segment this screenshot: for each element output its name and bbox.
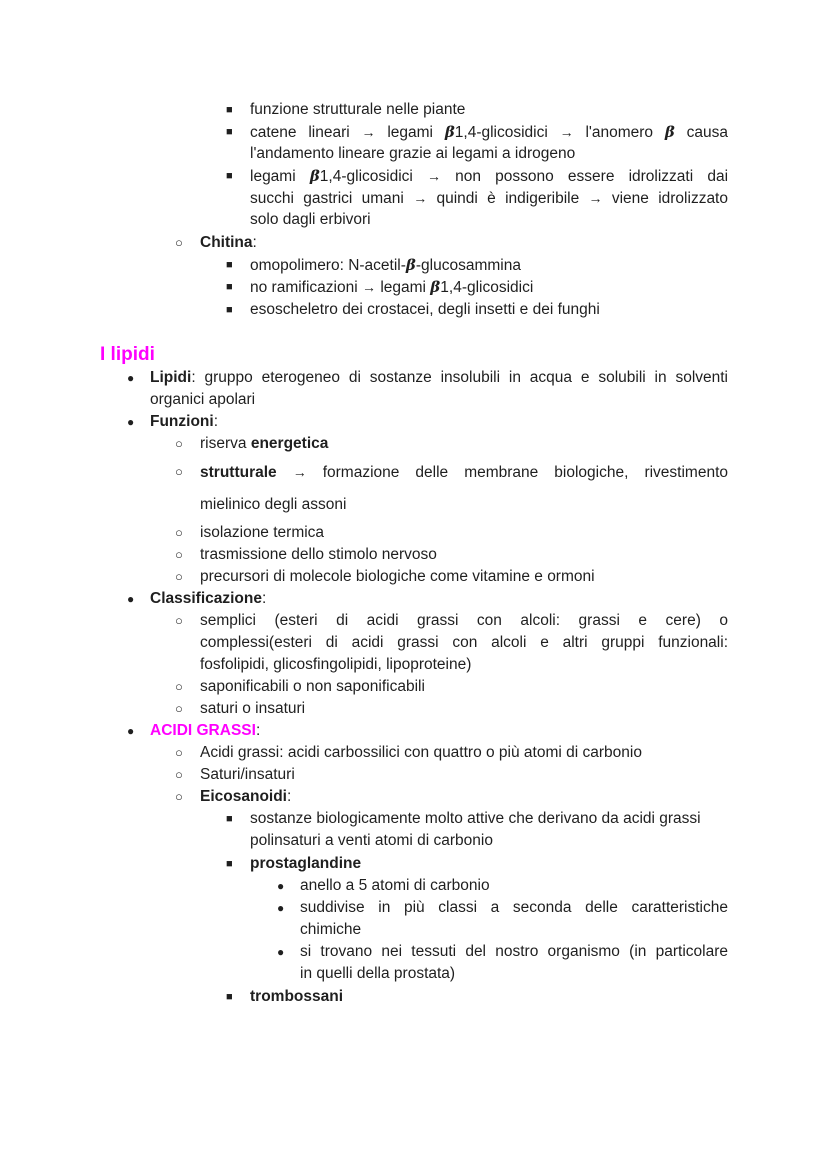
list-item: sostanze biologicamente molto attive che derivano da acidi grassi — [250, 810, 701, 827]
list-item-classificazione: Classificazione: — [150, 590, 267, 607]
list-item-continuation: polinsaturi a venti atomi di carbonio — [250, 832, 493, 849]
list-item-continuation: solo dagli erbivori — [250, 211, 371, 228]
beta-symbol: β — [664, 123, 675, 141]
list-item-continuation: in quelli della prostata) — [300, 965, 456, 982]
circle-bullet-icon: ○ — [175, 464, 183, 479]
arrow-right-icon: → — [427, 168, 441, 184]
list-item: funzione strutturale nelle piante — [250, 101, 466, 118]
list-item: suddivise in più classi a seconda delle caratteristiche — [300, 899, 728, 916]
list-item-continuation: l'andamento lineare grazie ai legami a idrogeno — [250, 145, 576, 162]
list-item-continuation: succhi gastrici umani → quindi è indigeribile → viene idrolizzato — [250, 190, 728, 207]
list-item-chitina: Chitina: — [200, 234, 257, 251]
square-bullet-icon: ■ — [226, 813, 233, 825]
list-item-trombossani: trombossani — [250, 988, 344, 1005]
list-item: trasmissione dello stimolo nervoso — [200, 546, 437, 563]
circle-bullet-icon: ○ — [175, 525, 183, 540]
list-item: catene lineari → legami β1,4-glicosidici → l'anomero β causa — [250, 123, 728, 141]
list-item-continuation: organici apolari — [150, 391, 256, 408]
bullet-icon: ● — [127, 592, 135, 606]
circle-bullet-icon: ○ — [175, 745, 183, 760]
bullet-icon: ● — [277, 945, 285, 959]
list-item-prostaglandine: prostaglandine — [250, 855, 362, 872]
arrow-right-icon: → — [588, 190, 603, 206]
list-item: esoscheletro dei crostacei, degli insetti e dei funghi — [250, 301, 600, 318]
list-item: precursori di molecole biologiche come vitamine e ormoni — [200, 568, 595, 585]
square-bullet-icon: ■ — [226, 104, 233, 116]
list-item-continuation: chimiche — [300, 921, 362, 938]
square-bullet-icon: ■ — [226, 281, 233, 293]
circle-bullet-icon: ○ — [175, 613, 183, 628]
arrow-right-icon: → — [362, 279, 376, 295]
list-item-continuation: fosfolipidi, glicosfingolipidi, lipoproteine) — [200, 656, 472, 673]
list-item: anello a 5 atomi di carbonio — [300, 877, 490, 894]
circle-bullet-icon: ○ — [175, 767, 183, 782]
square-bullet-icon: ■ — [226, 259, 233, 271]
bullet-icon: ● — [127, 415, 135, 429]
list-item-funzioni: Funzioni: — [150, 413, 219, 430]
square-bullet-icon: ■ — [226, 170, 233, 182]
circle-bullet-icon: ○ — [175, 679, 183, 694]
list-item-acidi-grassi: ACIDI GRASSI: — [150, 722, 261, 739]
list-item: Saturi/insaturi — [200, 766, 295, 783]
list-item: Acidi grassi: acidi carbossilici con quattro o più atomi di carbonio — [200, 744, 642, 761]
beta-symbol: β — [444, 123, 455, 141]
list-item: saturi o insaturi — [200, 700, 306, 717]
circle-bullet-icon: ○ — [175, 569, 183, 584]
circle-bullet-icon: ○ — [175, 547, 183, 562]
list-item-lipidi: Lipidi: gruppo eterogeneo di sostanze insolubili in acqua e solubili in solventi — [150, 369, 728, 386]
circle-bullet-icon: ○ — [175, 235, 183, 250]
square-bullet-icon: ■ — [226, 991, 233, 1003]
list-item: legami β1,4-glicosidici → non possono essere idrolizzati dai — [250, 167, 729, 185]
list-item: omopolimero: N-acetil-β-glucosammina — [250, 256, 521, 274]
beta-symbol: β — [309, 167, 320, 185]
square-bullet-icon: ■ — [226, 858, 233, 870]
beta-symbol: β — [405, 256, 416, 274]
square-bullet-icon: ■ — [226, 126, 233, 138]
arrow-right-icon: → — [559, 124, 574, 140]
beta-symbol: β — [430, 278, 441, 296]
arrow-right-icon: → — [413, 190, 428, 206]
list-item: strutturale → formazione delle membrane biologiche, rivestimento — [200, 464, 728, 481]
arrow-right-icon: → — [361, 124, 376, 140]
arrow-right-icon: → — [292, 464, 307, 480]
list-item: si trovano nei tessuti del nostro organismo (in particolare — [300, 943, 728, 960]
square-bullet-icon: ■ — [226, 304, 233, 316]
bullet-icon: ● — [127, 724, 135, 738]
circle-bullet-icon: ○ — [175, 436, 183, 451]
list-item: semplici (esteri di acidi grassi con alcoli: grassi e cere) o — [200, 612, 728, 629]
list-item: no ramificazioni → legami β1,4-glicosidici — [250, 278, 534, 296]
list-item: isolazione termica — [200, 524, 325, 541]
list-item: riserva energetica — [200, 435, 329, 452]
list-item-eicosanoidi: Eicosanoidi: — [200, 788, 292, 805]
circle-bullet-icon: ○ — [175, 701, 183, 716]
bullet-icon: ● — [277, 901, 285, 915]
list-item: saponificabili o non saponificabili — [200, 678, 425, 695]
bullet-icon: ● — [277, 879, 285, 893]
list-item-continuation: complessi(esteri di acidi grassi con alcoli e altri gruppi funzionali: — [200, 634, 728, 651]
bullet-icon: ● — [127, 371, 135, 385]
section-heading: I lipidi — [100, 344, 155, 365]
list-item-continuation: mielinico degli assoni — [200, 496, 347, 513]
circle-bullet-icon: ○ — [175, 789, 183, 804]
